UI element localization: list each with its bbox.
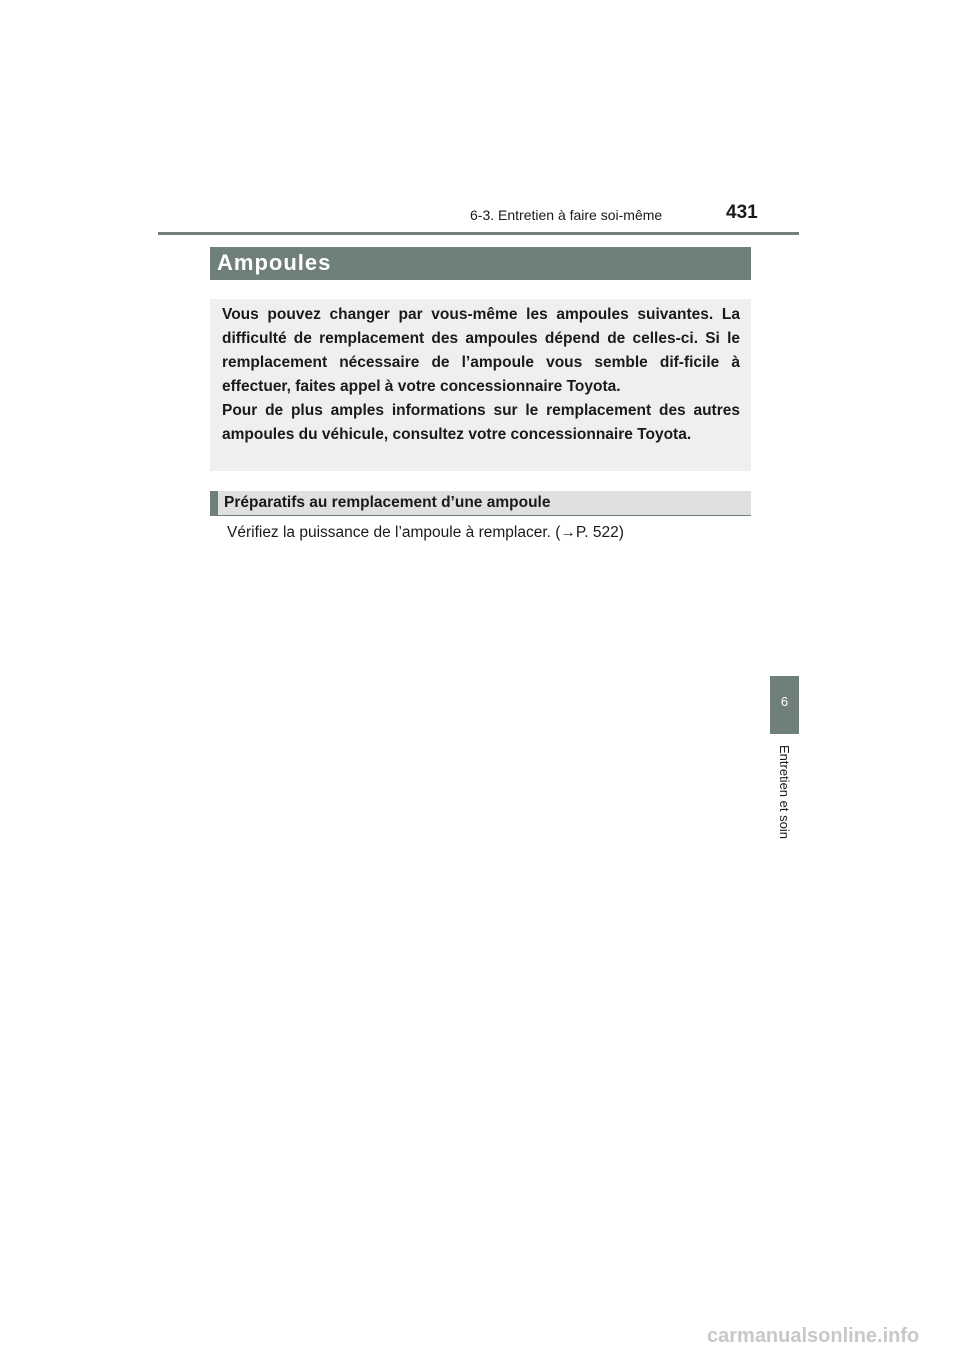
title-bar	[210, 247, 751, 280]
subsection-heading	[210, 491, 751, 516]
page-title: Ampoules	[217, 250, 332, 275]
page-number: 431	[726, 202, 758, 223]
subsection-accent	[210, 491, 218, 515]
intro-paragraph-1: Vous pouvez changer par vous-même les ampoules suivantes. La difficulté de remplacement des ampoules dépend de celles-ci. Si le remplacement nécessaire de l’ampoule vous semble dif-ficile à effectuer, faites appel à votre concessionnaire Toyota.	[222, 306, 740, 395]
subsection-body: Vérifiez la puissance de l’ampoule à remplacer. (→P. 522)	[227, 524, 624, 541]
header-rule	[158, 232, 799, 235]
chapter-tab-label: Entretien et soin	[777, 745, 792, 839]
subsection-heading-label: Préparatifs au remplacement d’une ampoule	[224, 494, 551, 511]
watermark: carmanualsonline.info	[707, 1325, 920, 1347]
intro-paragraph-2: Pour de plus amples informations sur le remplacement des autres ampoules du véhicule, consultez votre concessionnaire Toyota.	[222, 402, 740, 443]
header-section-title: 6-3. Entretien à faire soi-même	[470, 207, 663, 223]
chapter-tab[interactable]	[770, 676, 799, 734]
intro-box	[210, 299, 751, 471]
chapter-tab-number: 6	[780, 694, 789, 709]
